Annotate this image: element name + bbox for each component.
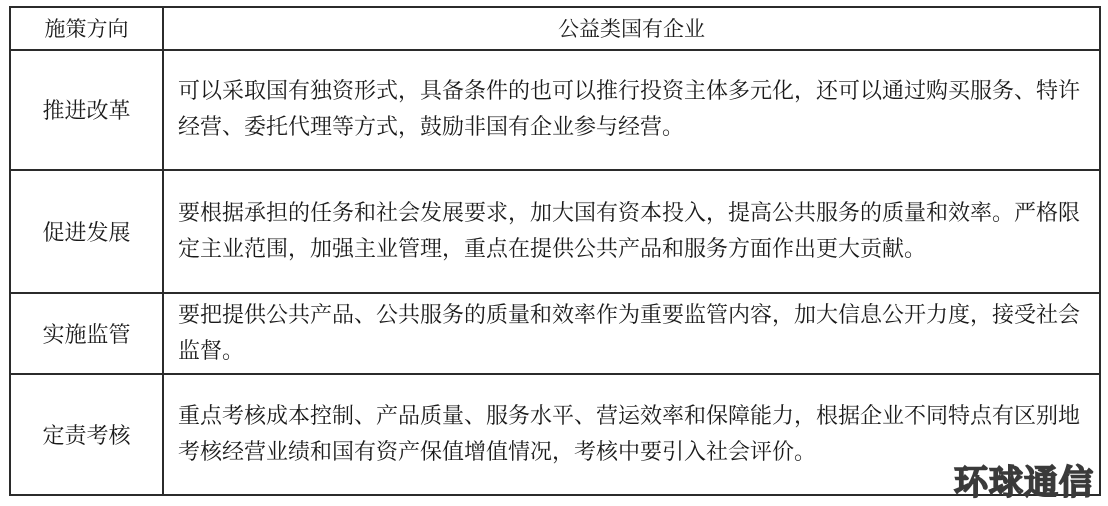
table-row: [10, 293, 1100, 374]
watermark-logo: 环球通信: [954, 463, 1094, 503]
content-cell: 要把提供公共产品、公共服务的质量和效率作为重要监管内容，加大信息公开力度，接受社会监督。: [163, 293, 1100, 374]
table-row: [10, 170, 1100, 293]
direction-cell: 促进发展: [10, 170, 163, 293]
direction-cell: 推进改革: [10, 50, 163, 171]
content-cell: 重点考核成本控制、产品质量、服务水平、营运效率和保障能力，根据企业不同特点有区别地考核经营业绩和国有资产保值增值情况，考核中要引入社会评价。: [163, 374, 1100, 495]
header-direction: 施策方向: [10, 7, 163, 50]
content-cell: 要根据承担的任务和社会发展要求，加大国有资本投入，提高公共服务的质量和效率。严格限定主业范围，加强主业管理，重点在提供公共产品和服务方面作出更大贡献。: [163, 170, 1100, 293]
direction-cell: 实施监管: [10, 293, 163, 374]
table-header-row: [10, 7, 1100, 50]
content-cell: 可以采取国有独资形式，具备条件的也可以推行投资主体多元化，还可以通过购买服务、特许经营、委托代理等方式，鼓励非国有企业参与经营。: [163, 50, 1100, 171]
table-row: [10, 50, 1100, 171]
direction-cell: 定责考核: [10, 374, 163, 495]
table-row: [10, 374, 1100, 495]
policy-table: [9, 6, 1101, 496]
header-category: 公益类国有企业: [163, 7, 1100, 50]
